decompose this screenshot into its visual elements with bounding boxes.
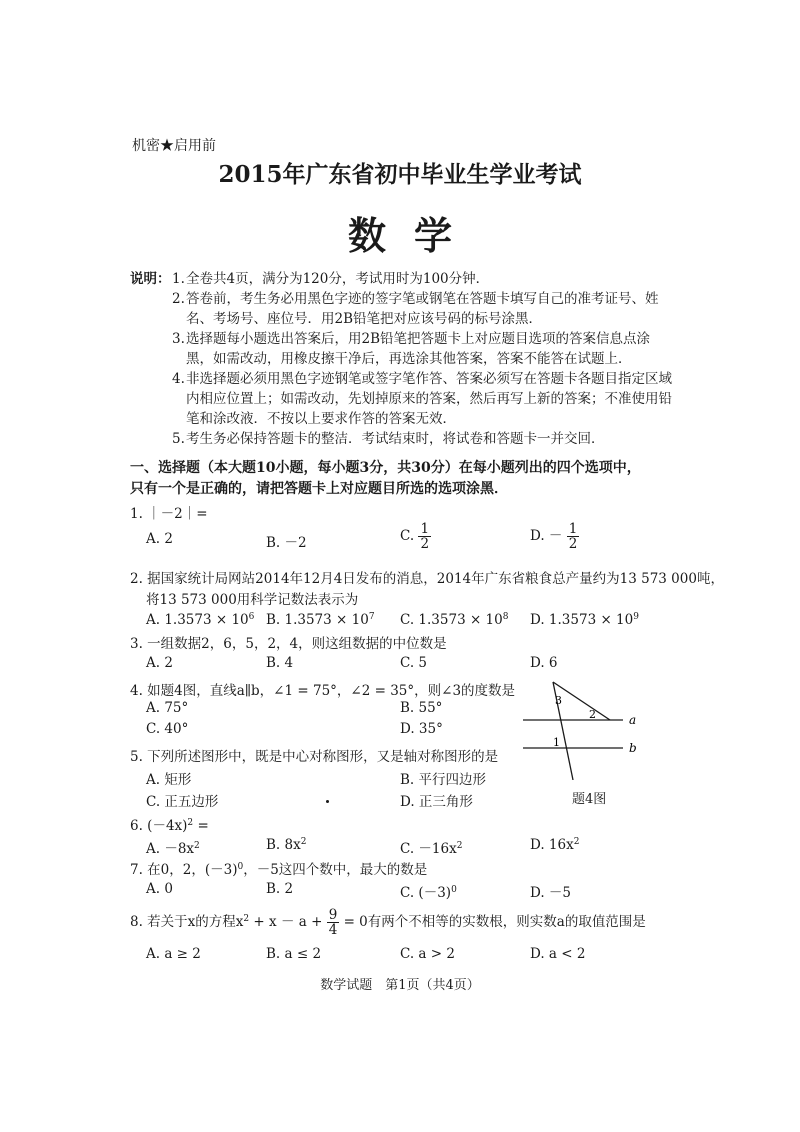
question-2-option-b: B. $1.3573 \times 10^7$: [266, 612, 375, 628]
question-6-stem: 6. $(-4x)^2$ =: [130, 818, 209, 834]
question-1-option-d: D. － $\frac{1}{2}$: [530, 521, 578, 552]
section-heading: 一、选择题（本大题10小题，每小题3分，共30分）在每小题列出的四个选项中，只有一个是正确的，请把答题卡上对应题目所选的选项涂黑．: [130, 460, 641, 497]
question-7-option-c: C. $(-3)^0$: [400, 885, 457, 901]
question-4-option-b: B. 55°: [400, 700, 443, 716]
question-3-option-c: C. 5: [400, 655, 428, 671]
question-7-option-b: B. 2: [266, 881, 294, 897]
question-8-option-c: C. a > 2: [400, 946, 455, 962]
figure-4-caption: 题4图: [572, 792, 607, 807]
instructions-label: 说明：: [130, 271, 171, 287]
page-footer: 数学试题 第1页（共4页）: [320, 978, 480, 993]
question-1-option-c: C. $\frac{1}{2}$: [400, 521, 430, 552]
question-7-option-a: A. 0: [146, 881, 173, 897]
question-1-option-a: A. 2: [146, 531, 173, 547]
question-4-option-a: A. 75°: [146, 700, 189, 716]
question-3-option-a: A. 2: [146, 655, 173, 671]
question-4-option-c: C. 40°: [146, 721, 189, 737]
exam-title: 2015年广东省初中毕业生学业考试: [218, 161, 582, 188]
question-7-stem: 7. 在0，2，$(-3)^0$，－5这四个数中，最大的数是: [130, 862, 428, 878]
speck: [326, 800, 329, 803]
instruction-item: 1. 全卷共4页，满分为120分，考试用时为100分钟．: [172, 271, 490, 287]
question-5-stem: 5. 下列所述图形中，既是中心对称图形，又是轴对称图形的是: [130, 749, 499, 765]
question-1-stem: 1. ｜－2｜=: [130, 506, 208, 522]
question-3-option-d: D. 6: [530, 655, 558, 671]
question-8-stem: 8. 若关于x的方程$x^2 + x - a$ + $\frac{9}{4}$ = 0有两个不相等的实数根，则实数a的取值范围是: [130, 907, 646, 938]
question-2-option-d: D. $1.3573 \times 10^9$: [530, 612, 639, 628]
angle-3-label: 3: [555, 694, 562, 707]
question-3-stem: 3. 一组数据2，6，5，2，4，则这组数据的中位数是: [130, 636, 447, 652]
label-a: a: [629, 713, 637, 727]
question-5-option-c: C. 正五边形: [146, 794, 219, 810]
angle-2-label: 2: [589, 708, 596, 721]
question-6-option-a: A. $-8x^2$: [146, 841, 200, 857]
question-5-option-b: B. 平行四边形: [400, 772, 487, 788]
figure-4-diagram: [515, 672, 655, 780]
confidential-label: 机密★启用前: [132, 138, 216, 154]
question-6-option-d: D. $16x^2$: [530, 837, 580, 853]
question-2-stem-continued: 将13 573 000用科学记数法表示为: [146, 592, 359, 608]
instruction-item: 3. 选择题每小题选出答案后，用2B铅笔把答题卡上对应题目选项的答案信息点涂黑，如需改动，用橡皮擦干净后，再选涂其他答案，答案不能答在试题上．: [172, 331, 651, 367]
question-4-stem: 4. 如题4图，直线a∥b，∠1 = 75°，∠2 = 35°，则∠3的度数是: [130, 683, 516, 699]
question-8-option-d: D. a < 2: [530, 946, 586, 962]
question-6-option-b: B. $8x^2$: [266, 837, 307, 853]
instruction-item: 2. 答卷前，考生务必用黑色字迹的签字笔或钢笔在答题卡填写自己的准考证号、姓名、考场号、座位号．用2B铅笔把对应该号码的标号涂黑．: [172, 291, 659, 327]
instruction-item: 5. 考生务必保持答题卡的整洁．考试结束时，将试卷和答题卡一并交回．: [172, 431, 605, 447]
question-4-option-d: D. 35°: [400, 721, 443, 737]
question-1-option-b: B. －2: [266, 535, 307, 551]
fraction: $\frac{1}{2}$: [568, 521, 578, 552]
question-7-option-d: D. －5: [530, 885, 572, 901]
question-2-stem: 2. 据国家统计局网站2014年12月4日发布的消息，2014年广东省粮食总产量约为13 573 000吨，: [130, 571, 724, 587]
question-2-option-a: A. $1.3573 \times 10^6$: [146, 612, 255, 628]
instruction-item: 4. 非选择题必须用黑色字迹钢笔或签字笔作答、答案必须写在答题卡各题目指定区域内相应位置上；如需改动，先划掉原来的答案，然后再写上新的答案；不准使用铅笔和涂改液．不按以上要求作答的答案无效．: [172, 371, 672, 427]
question-6-option-c: C. $-16x^2$: [400, 841, 463, 857]
question-8-option-b: B. a ≤ 2: [266, 946, 322, 962]
question-5-option-a: A. 矩形: [146, 772, 192, 788]
fraction: $\frac{9}{4}$: [328, 907, 338, 938]
question-3-option-b: B. 4: [266, 655, 294, 671]
subject-title: 数学: [347, 213, 480, 258]
question-2-option-c: C. $1.3573 \times 10^8$: [400, 612, 509, 628]
question-5-option-d: D. 正三角形: [400, 794, 473, 810]
fraction: $\frac{1}{2}$: [420, 521, 430, 552]
question-8-option-a: A. a ≥ 2: [146, 946, 201, 962]
angle-1-label: 1: [553, 736, 560, 749]
label-b: b: [629, 741, 637, 755]
